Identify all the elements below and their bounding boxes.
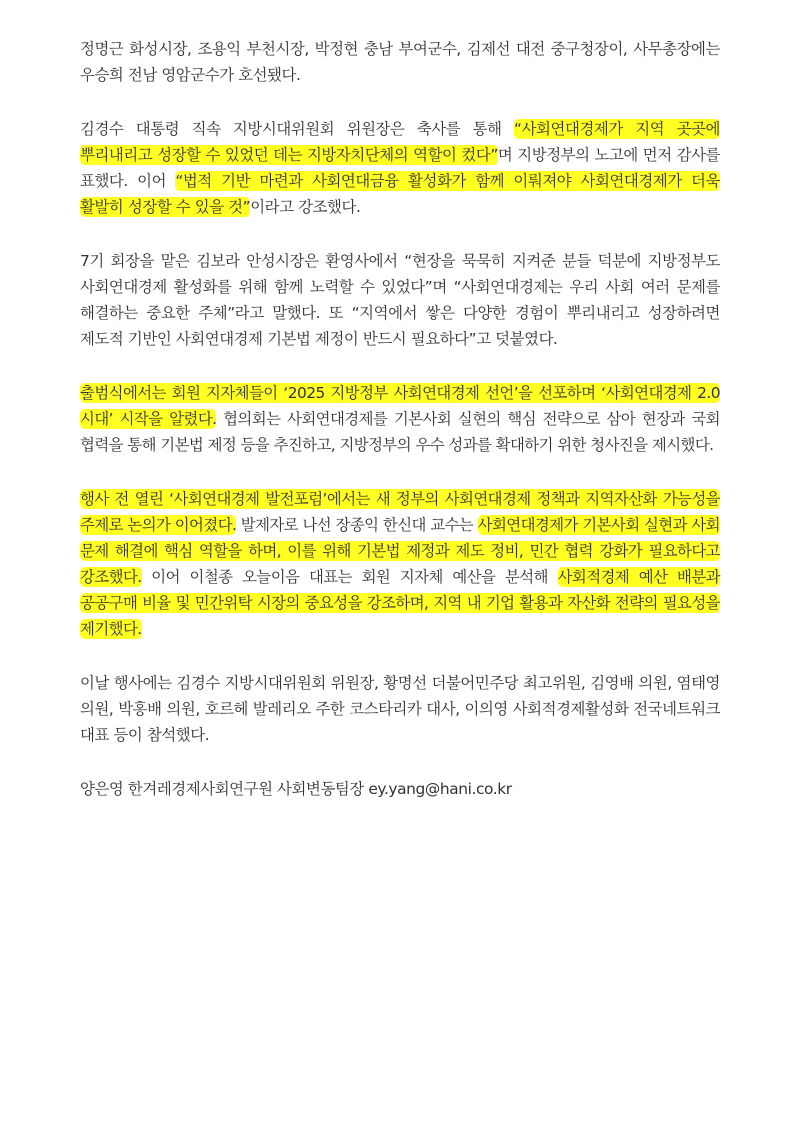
paragraph-declaration — [80, 380, 720, 458]
paragraph-officers — [80, 36, 720, 88]
highlighted-text: 행사 전 열린 ‘사회연대경제 발전포럼’에서는 새 정부의 사회연대경제 정책과 지역자산화 가능성을 주제로 논의가 이어졌다. — [80, 490, 720, 534]
highlighted-quote: “사회연대경제가 지역 곳곳에 뿌리내리고 성장할 수 있었던 데는 지방자치단체의 역할이 컸다” — [80, 120, 720, 164]
paragraph-text: 이라고 강조했다. — [250, 198, 361, 216]
highlighted-text: 사회연대경제가 기본사회 실현과 사회 문제 해결에 핵심 역할을 하며, 이를 위해 기본법 제정과 제도 정비, 민간 협력 강화가 필요하다고 강조했다. — [80, 516, 720, 586]
byline-text: 양은영 한겨레경제사회연구원 사회변동팀장 ey.yang@hani.co.kr — [80, 780, 512, 798]
paragraph-text: 협의회는 사회연대경제를 기본사회 실현의 핵심 전략으로 삼아 현장과 국회 협력을 통해 기본법 제정 등을 추진하고, 지방정부의 우수 성과를 확대하기 위한 청사진을 제시했다. — [80, 410, 720, 454]
paragraph-text: 이어 이철종 오늘이음 대표는 회원 지자체 예산을 분석해 — [141, 568, 558, 586]
paragraph-text: 발제자로 나선 장종익 한신대 교수는 — [236, 516, 478, 534]
paragraph-text: 김경수 대통령 직속 지방시대위원회 위원장은 축사를 통해 — [80, 120, 515, 138]
paragraph-attendees — [80, 670, 720, 748]
highlighted-text: 사회적경제 예산 배분과 공공구매 비율 및 민간위탁 시장의 중요성을 강조하며, 지역 내 기업 활용과 자산화 전략의 필요성을 제기했다. — [80, 568, 720, 638]
paragraph-forum — [80, 486, 720, 642]
paragraph-text: 이날 행사에는 김경수 지방시대위원회 위원장, 황명선 더불어민주당 최고위원, 김영배 의원, 염태영 의원, 박홍배 의원, 호르헤 발레리오 주한 코스타리카 대사, 이의영 사회적경제활성화 전국네트워크 대표 등이 참석했다. — [80, 674, 720, 744]
article-body — [80, 36, 720, 830]
paragraph-text: 7기 회장을 맡은 김보라 안성시장은 환영사에서 “현장을 묵묵히 지켜준 분들 덕분에 지방정부도 사회연대경제 활성화를 위해 함께 노력할 수 있었다”며 “사회연대경제는 우리 사회 여러 문제를 해결하는 중요한 주체”라고 말했다. 또 “지역에서 쌓은 다양한 경험이 뿌리내리고 성장하려면 제도적 기반인 사회연대경제 기본법 제정이 반드시 필요하다”고 덧붙였다. — [80, 252, 720, 348]
paragraph-congratulatory-speech — [80, 116, 720, 220]
highlighted-quote: “법적 기반 마련과 사회연대금융 활성화가 함께 이뤄져야 사회연대경제가 더욱 활발히 성장할 수 있을 것” — [80, 172, 720, 216]
highlighted-text: 출범식에서는 회원 지자체들이 ‘2025 지방정부 사회연대경제 선언’을 선포하며 ‘사회연대경제 2.0 시대’ 시작을 알렸다. — [80, 384, 720, 428]
paragraph-text: 며 지방정부의 노고에 먼저 감사를 표했다. 이어 — [80, 146, 721, 190]
paragraph-welcome-speech — [80, 248, 720, 352]
article-byline — [80, 776, 720, 802]
paragraph-text: 정명근 화성시장, 조용익 부천시장, 박정현 충남 부여군수, 김제선 대전 중구청장이, 사무총장에는 우승희 전남 영암군수가 호선됐다. — [80, 40, 720, 84]
